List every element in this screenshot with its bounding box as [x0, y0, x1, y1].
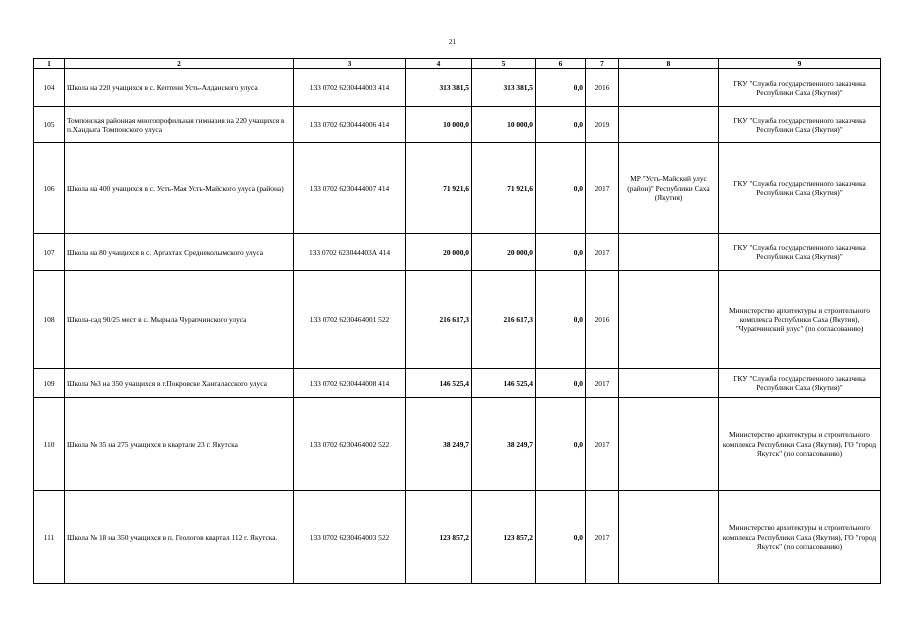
municipality-cell [619, 234, 719, 271]
amount-federal-cell: 146 525,4 [472, 369, 536, 398]
year-cell: 2019 [586, 107, 619, 143]
budget-code-cell: 133 0702 6230464001 522 [294, 271, 406, 369]
object-name-cell: Школа на 80 учащихся в с. Аргахтах Среднеколымского улуса [65, 234, 294, 271]
amount-other-cell: 0,0 [536, 398, 586, 491]
amount-other-cell: 0,0 [536, 369, 586, 398]
amount-total-cell: 123 857,2 [406, 491, 472, 584]
year-cell: 2016 [586, 69, 619, 107]
amount-total-cell: 313 381,5 [406, 69, 472, 107]
row-number-cell: 107 [34, 234, 65, 271]
customer-cell: ГКУ "Служба государственного заказчика Республики Саха (Якутия)" [719, 107, 881, 143]
amount-other-cell: 0,0 [536, 107, 586, 143]
municipality-cell [619, 107, 719, 143]
customer-cell: Министерство архитектуры и строительного комплекса Республики Саха (Якутия), ГО "город Якутск" (по согласованию) [719, 398, 881, 491]
year-cell: 2017 [586, 234, 619, 271]
table-row [34, 107, 881, 143]
year-cell: 2017 [586, 369, 619, 398]
object-name-cell: Школа №3 на 350 учащихся в г.Покровске Хангаласского улуса [65, 369, 294, 398]
budget-code-cell: 133 0702 6230464002 522 [294, 398, 406, 491]
customer-cell: Министерство архитектуры и строительного комплекса Республики Саха (Якутия), "Чурапчинский улус" (по согласованию) [719, 271, 881, 369]
row-number-cell: 110 [34, 398, 65, 491]
municipality-cell: МР "Усть-Майский улус (район)" Республики Саха (Якутия) [619, 143, 719, 234]
column-header: 9 [719, 59, 881, 69]
amount-other-cell: 0,0 [536, 234, 586, 271]
row-number-cell: 105 [34, 107, 65, 143]
amount-other-cell: 0,0 [536, 271, 586, 369]
amount-total-cell: 216 617,3 [406, 271, 472, 369]
customer-cell: ГКУ "Служба государственного заказчика Республики Саха (Якутия)" [719, 143, 881, 234]
municipality-cell [619, 69, 719, 107]
amount-total-cell: 146 525,4 [406, 369, 472, 398]
object-name-cell: Школа № 18 на 350 учащихся в п. Геологов квартал 112 г. Якутска. [65, 491, 294, 584]
amount-total-cell: 10 000,0 [406, 107, 472, 143]
row-number-cell: 106 [34, 143, 65, 234]
page-number: 21 [449, 38, 456, 46]
amount-federal-cell: 38 249,7 [472, 398, 536, 491]
table-row [34, 271, 881, 369]
customer-cell: ГКУ "Служба государственного заказчика Республики Саха (Якутия)" [719, 69, 881, 107]
row-number-cell: 104 [34, 69, 65, 107]
column-header: 4 [406, 59, 472, 69]
column-header: 6 [536, 59, 586, 69]
year-cell: 2016 [586, 271, 619, 369]
budget-code-cell: 133 0702 623044403А 414 [294, 234, 406, 271]
row-number-cell: 109 [34, 369, 65, 398]
table-row [34, 143, 881, 234]
customer-cell: ГКУ "Служба государственного заказчика Республики Саха (Якутия)" [719, 234, 881, 271]
budget-code-cell: 133 0702 6230444007 414 [294, 143, 406, 234]
municipality-cell [619, 271, 719, 369]
table-row [34, 398, 881, 491]
year-cell: 2017 [586, 491, 619, 584]
amount-total-cell: 71 921,6 [406, 143, 472, 234]
amount-federal-cell: 20 000,0 [472, 234, 536, 271]
municipality-cell [619, 369, 719, 398]
municipality-cell [619, 398, 719, 491]
column-header: 1 [34, 59, 65, 69]
amount-federal-cell: 123 857,2 [472, 491, 536, 584]
amount-other-cell: 0,0 [536, 143, 586, 234]
object-name-cell: Томпонская районная многопрофильная гимназия на 220 учащихся в п.Хандыга Томпонского улуса [65, 107, 294, 143]
object-name-cell: Школа на 400 учащихся в с. Усть-Мая Усть-Майского улуса (района) [65, 143, 294, 234]
amount-federal-cell: 216 617,3 [472, 271, 536, 369]
year-cell: 2017 [586, 143, 619, 234]
amount-federal-cell: 71 921,6 [472, 143, 536, 234]
table-row [34, 369, 881, 398]
column-header: 7 [586, 59, 619, 69]
column-header: 5 [472, 59, 536, 69]
row-number-cell: 108 [34, 271, 65, 369]
object-name-cell: Школа № 35 на 275 учащихся в квартале 23 г. Якутска [65, 398, 294, 491]
row-number-cell: 111 [34, 491, 65, 584]
amount-federal-cell: 10 000,0 [472, 107, 536, 143]
table-row [34, 234, 881, 271]
program-table [33, 58, 881, 584]
amount-total-cell: 20 000,0 [406, 234, 472, 271]
customer-cell: ГКУ "Служба государственного заказчика Республики Саха (Якутия)" [719, 369, 881, 398]
object-name-cell: Школа на 220 учащихся в с. Кептени Усть-Алданского улуса [65, 69, 294, 107]
amount-other-cell: 0,0 [536, 491, 586, 584]
object-name-cell: Школа-сад 90/25 мест в с. Мырыла Чурапчинского улуса [65, 271, 294, 369]
amount-federal-cell: 313 381,5 [472, 69, 536, 107]
column-header: 2 [65, 59, 294, 69]
amount-other-cell: 0,0 [536, 69, 586, 107]
budget-code-cell: 133 0702 6230444006 414 [294, 107, 406, 143]
header-row [34, 59, 881, 69]
budget-code-cell: 133 0702 6230444003 414 [294, 69, 406, 107]
budget-code-cell: 133 0702 6230464003 522 [294, 491, 406, 584]
table-row [34, 491, 881, 584]
amount-total-cell: 38 249,7 [406, 398, 472, 491]
budget-code-cell: 133 0702 6230444008 414 [294, 369, 406, 398]
customer-cell: Министерство архитектуры и строительного комплекса Республики Саха (Якутия), ГО "город Якутск" (по согласованию) [719, 491, 881, 584]
column-header: 8 [619, 59, 719, 69]
table-row [34, 69, 881, 107]
year-cell: 2017 [586, 398, 619, 491]
column-header: 3 [294, 59, 406, 69]
municipality-cell [619, 491, 719, 584]
